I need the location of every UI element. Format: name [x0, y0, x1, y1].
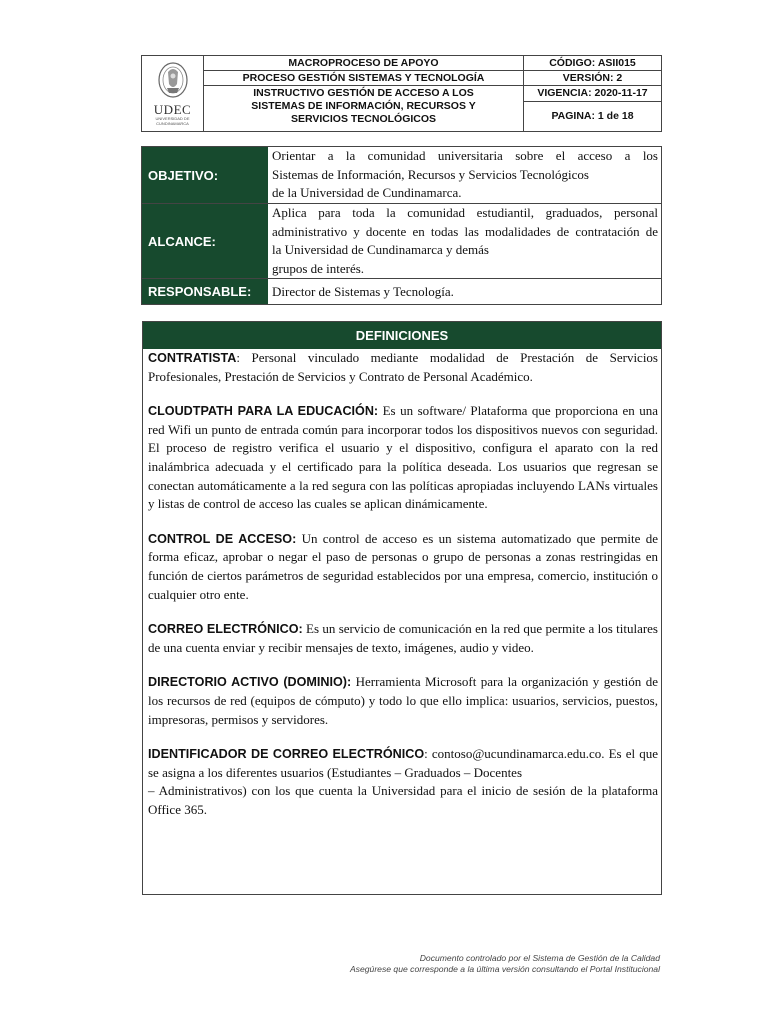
definition-term: CONTROL DE ACCESO:: [148, 531, 297, 546]
header-meta-block: [524, 56, 661, 131]
definition-text: Es un software/ Plataforma que proporciona en una red Wifi un punto de entrada común para incorporar todos los dispositivos nuevos con seguridad. El proceso de registro verifica el usuario y el dispositivo, configura el aparato con la red inalámbrica adecuada y el certificado para la política deseada. Los usuarios que regresan se conectan automáticamente a la red segura con las políticas apropiadas incluyendo LANs virtuales y listas de control de acceso las cuales se aplican dinámicamente.: [148, 403, 658, 512]
footer-line: Documento controlado por el Sistema de Gestión de la Calidad: [419, 953, 660, 963]
definition-text: Herramienta Microsoft para la organización y gestión de los recursos de red (equipos de cómputo) y todo lo que ello implica: usuarios, servicios, puestos, impresoras, permisos y servidores.: [148, 674, 658, 727]
definition-text: : contoso@ucundinamarca.edu.co. Es el que se asigna a los diferentes usuarios (Estudiantes – Graduados – Docentes: [148, 746, 658, 780]
alcance-row: [142, 203, 661, 278]
document-footer: [350, 953, 660, 975]
document-header: [141, 55, 662, 132]
alcance-label: ALCANCE:: [142, 204, 268, 278]
footer-line: Asegúrese que corresponde a la última versión consultando el Portal Institucional: [349, 964, 660, 974]
definition-item: [148, 530, 658, 604]
page-number: PAGINA: 1 de 18: [551, 110, 634, 122]
definition-term: IDENTIFICADOR DE CORREO ELECTRÓNICO: [148, 747, 425, 762]
university-logo: [142, 56, 204, 131]
objetivo-line: de la Universidad de Cundinamarca.: [272, 185, 462, 200]
objetivo-text: [268, 147, 661, 203]
alcance-line: la Universidad de Cundinamarca y demás: [272, 242, 489, 257]
responsable-row: [142, 278, 661, 304]
definition-text: Es un servicio de comunicación en la red que permite a los titulares de una cuenta enviar y recibir mensajes de texto, imágenes, audio y video.: [148, 621, 658, 655]
instructivo-line: SISTEMAS DE INFORMACIÓN, RECURSOS Y: [251, 100, 476, 112]
definition-item: [148, 349, 658, 386]
responsable-text: Director de Sistemas y Tecnología.: [272, 284, 454, 299]
definition-item: [148, 673, 658, 729]
objetivo-line: Sistemas de Información, Recursos y Servicios Tecnológicos: [272, 166, 589, 182]
definition-item: [148, 402, 658, 514]
objetivo-label: OBJETIVO:: [142, 147, 268, 203]
definition-term: CORREO ELECTRÓNICO:: [148, 622, 303, 637]
document-code: CÓDIGO: ASII015: [524, 56, 661, 71]
header-process-block: [204, 56, 524, 131]
seal-icon: [156, 62, 190, 102]
definitions-box: [142, 321, 662, 895]
objetivo-line: Orientar a la comunidad universitaria sobre el acceso a los: [272, 148, 658, 163]
instructivo-title: [204, 86, 523, 126]
definitions-title: DEFINICIONES: [143, 322, 661, 349]
definition-item: [148, 620, 658, 657]
document-version: VERSIÓN: 2: [524, 71, 661, 86]
logo-wordmark: UDEC: [153, 101, 192, 117]
definitions-list: [143, 349, 661, 819]
responsable-label: RESPONSABLE:: [142, 279, 268, 304]
definition-text: : Personal vinculado mediante modalidad de Prestación de Servicios Profesionales, Prestación de Servicios y Contrato de Personal Académico.: [148, 350, 658, 384]
definition-term: CONTRATISTA: [148, 351, 237, 365]
objetivo-row: [142, 147, 661, 203]
macroprocess-title: MACROPROCESO DE APOYO: [204, 56, 523, 71]
document-vigencia: VIGENCIA: 2020-11-17: [524, 86, 661, 102]
alcance-line: Aplica para toda la comunidad estudiantil, graduados, personal: [272, 205, 658, 220]
info-table: [141, 146, 662, 305]
definition-term: DIRECTORIO ACTIVO (DOMINIO):: [148, 675, 352, 690]
definition-text-continued: – Administrativos) con los que cuenta la Universidad para el inicio de sesión de la plataforma Office 365.: [148, 783, 658, 817]
definition-term: CLOUDTPATH PARA LA EDUCACIÓN:: [148, 404, 379, 419]
definition-text: Un control de acceso es un sistema automatizado que permite de forma eficaz, aprobar o negar el paso de personas o grupo de personas a zonas restringidas en función de ciertos parámetros de seguridad establecidos por una empresa, comercio, institución o cualquier otro ente.: [148, 530, 658, 602]
definition-item: [148, 745, 658, 819]
alcance-line: grupos de interés.: [272, 260, 365, 276]
instructivo-line: SERVICIOS TECNOLÓGICOS: [290, 113, 437, 125]
instructivo-line: INSTRUCTIVO GESTIÓN DE ACCESO A LOS: [253, 87, 474, 99]
logo-subtitle: UNIVERSIDAD DE CUNDINAMARCA: [155, 115, 190, 126]
alcance-text: [268, 204, 661, 278]
process-title: PROCESO GESTIÓN SISTEMAS Y TECNOLOGÍA: [204, 71, 523, 86]
alcance-line: administrativo y docente en todas las modalidades de contratación de: [272, 223, 658, 239]
